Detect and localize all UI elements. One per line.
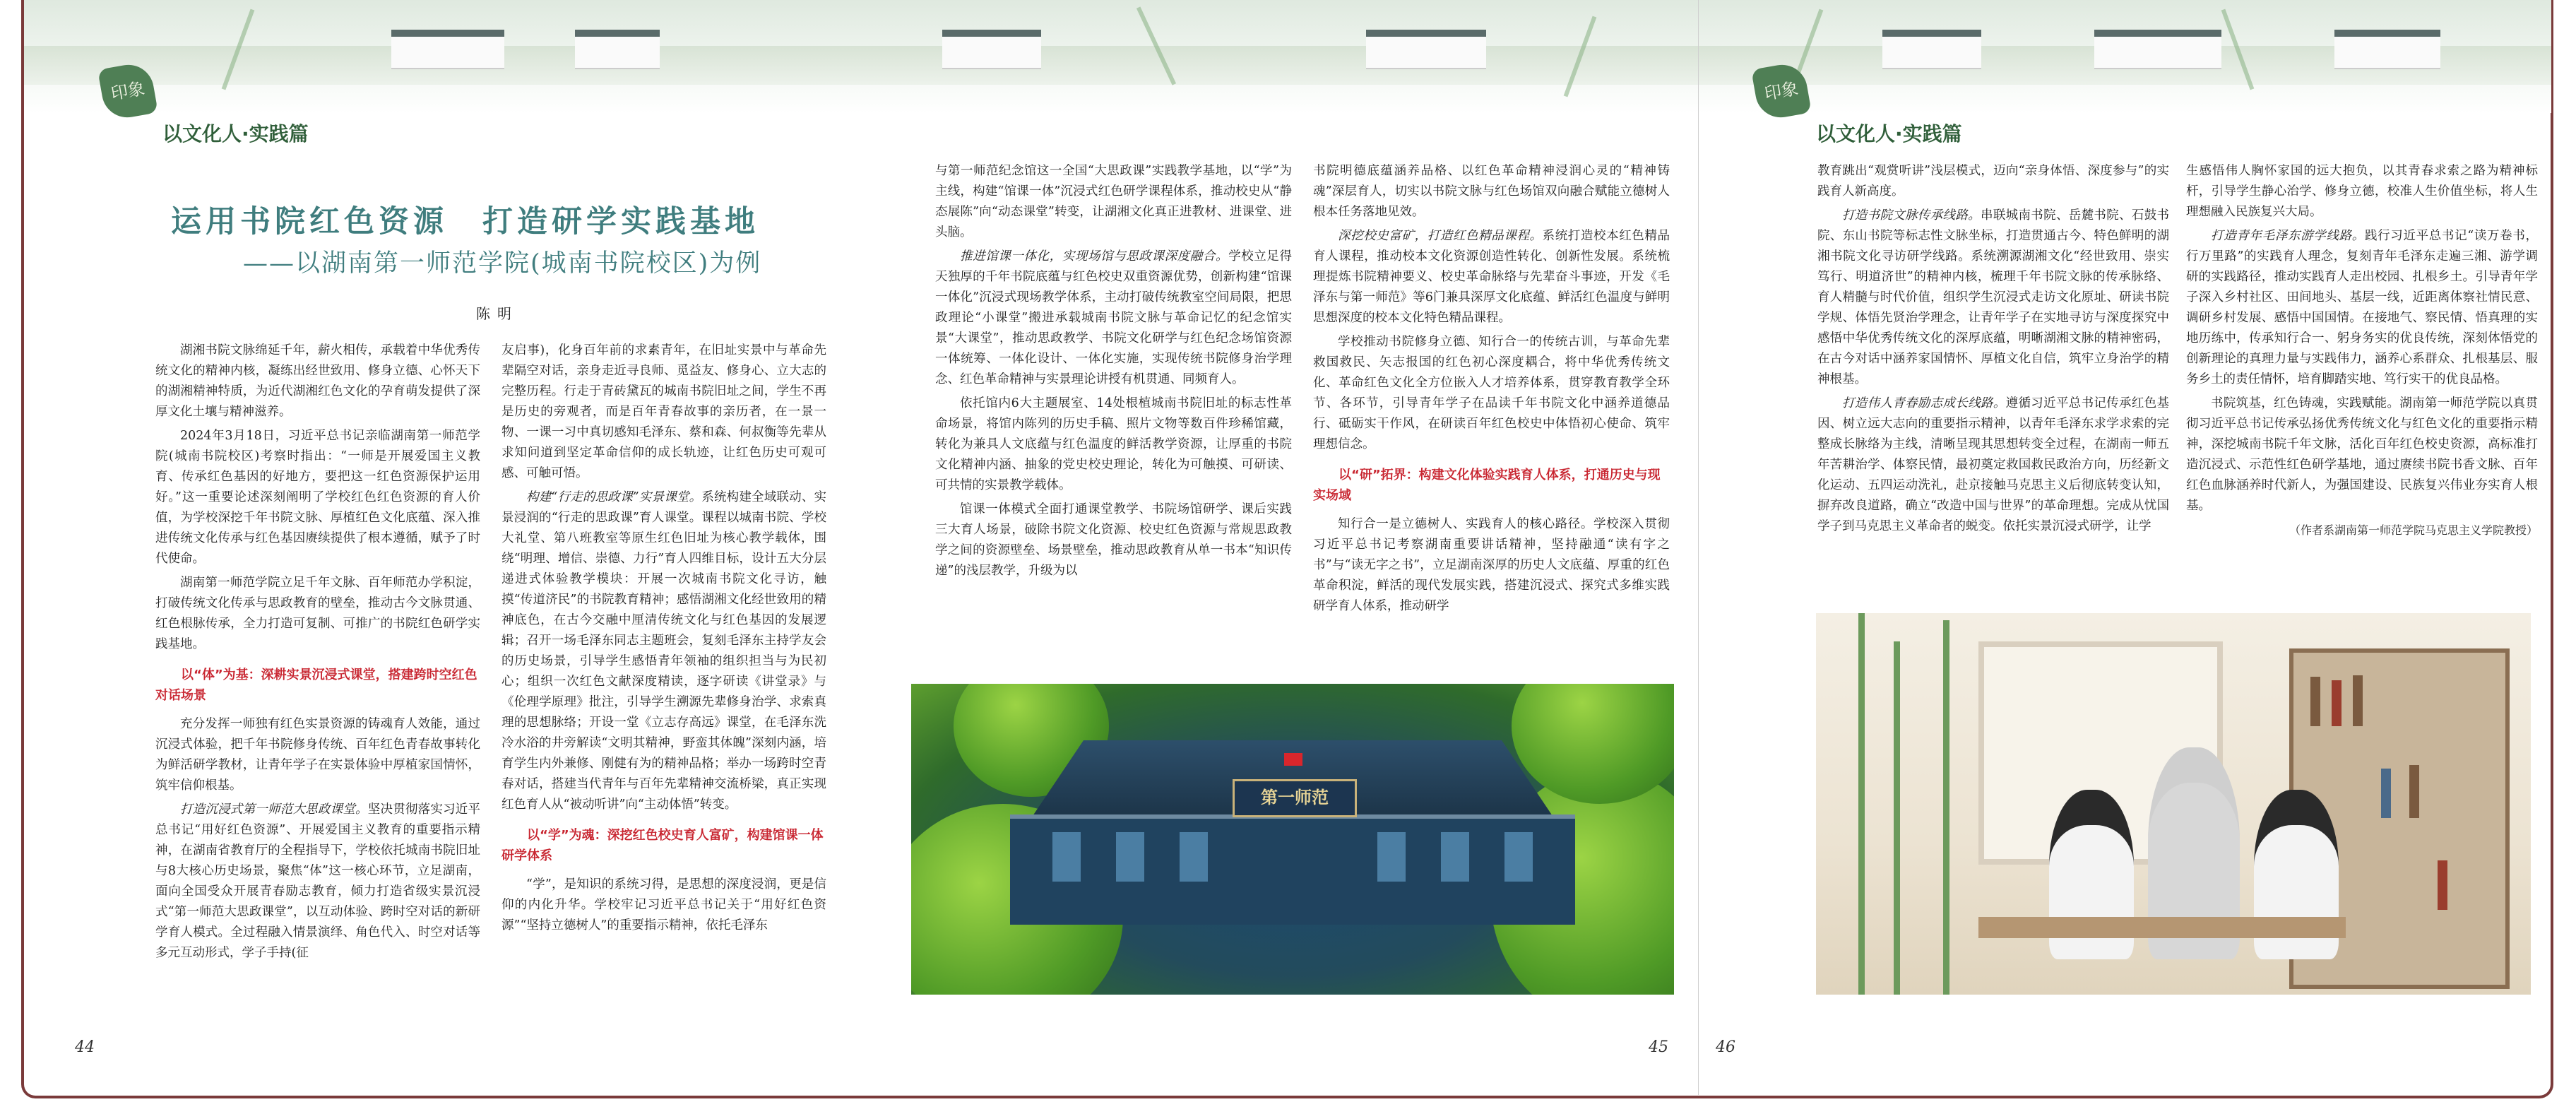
paragraph: 与第一师范纪念馆这一全国“大思政课”实践教学基地，以“学”为主线，构建“馆课一体”沉浸式红色研学课程体系，推动校史从“静态展陈”向“动态课堂”转变，让湖湘文化真正进教材、进课堂、进头脑。 [935, 164, 1292, 239]
paragraph-text: 遵循习近平总书记传承红色基因、树立远大志向的重要指示精神，以青年毛泽东求学求索的完整成长脉络为主线，清晰呈现其思想转变全过程，在湖南一师五年苦耕治学、体察民情，最初奠定救国救民政治方向，历经新文化运动、五四运动洗礼，赴京接触马克思主义后彻底转变认知，摒弃改良道路，确立“改造中国与世界”的革命理想。完成从忧国学子到马克思主义革命者的蜕变。依托实景沉浸式研学，让学 [1817, 396, 2170, 533]
lead-phrase: 打造伟人青春励志成长线路。 [1842, 396, 2006, 410]
column-label: 以文化人·实践篇 [162, 122, 309, 146]
text-column-3 [935, 161, 1292, 585]
section-heading: 以“研”拓界：构建文化体验实践育人体系，打通历史与现实场域 [1313, 468, 1661, 503]
column-emblem: 印象 [1751, 61, 1812, 122]
paragraph-text: 践行习近平总书记“读万卷书，行万里路”的实践育人理念，复刻青年毛泽东走遍三湘、游学调研的实践路径，推动实践育人走出校园、扎根乡土。引导青年学子深入乡村社区、田间地头、基层一线，近距离体察社情民意、调研乡村发展、感悟中国国情。在接地气、察民情、悟真理的实地历练中，传承知行合一、躬身务实的优良传统，深刻体悟党的创新理论的真理力量与实践伟力，涵养心系群众、扎根基层、服务乡土的责任情怀，培育脚踏实地、笃行实干的优良品格。 [2186, 229, 2539, 386]
paragraph-text: 串联城南书院、岳麓书院、石鼓书院、东山书院等标志性文脉坐标，打造贯通古今、特色鲜明的湖湘书院文化寻访研学线路。系统溯源湖湘文化“经世致用、崇实笃行、明道济世”的精神内核，梳理千年书院文脉的传承脉络、育人精髓与时代价值，组织学生沉浸式走访文化原址、研读书院学规、体悟先贤治学理念，让青年学子在实地寻访与深度探究中感悟中华优秀传统文化的深厚底蕴，明晰湖湘文脉的精神密码，在古今对话中涵养家国情怀、厚植文化自信，筑牢立身治学的精神根基。 [1817, 208, 2170, 386]
paragraph: 学校推动书院修身立德、知行合一的传统古训，与革命先辈救国救民、矢志报国的红色初心深度耦合，将中华优秀传统文化、革命红色文化全方位嵌入人才培养体系，贯穿教育教学全环节、各环节，引导青年学子在品读千年书院文化中涵养道德品行、砥砺实干作风，在研读百年红色校史中体悟初心使命、筑牢理想信念。 [1313, 335, 1670, 451]
page-number-middle: 45 [1649, 1038, 1668, 1056]
paragraph: 书院筑基，红色铸魂，实践赋能。湖南第一师范学院以真贯彻习近平总书记传承弘扬优秀传统文化与红色文化的重要指示精神，深挖城南书院千年文脉，活化百年红色校史资源，高标准打造沉浸式、示范性红色研学基地，通过赓续书院书香文脉、百年红色血脉涵养时代新人，为强国建设、民族复兴伟业夯实育人根基。 [2186, 396, 2538, 513]
column-emblem: 印象 [97, 61, 158, 122]
paragraph: 生感悟伟人胸怀家国的远大抱负，以其青春求索之路为精神标杆，引导学生静心治学、修身立德，校准人生价值坐标，将人生理想融入民族复兴大局。 [2186, 164, 2538, 219]
lead-phrase: 深挖校史富矿，打造红色精品课程。 [1338, 229, 1543, 243]
paragraph: 充分发挥一师独有红色实景资源的铸魂育人效能，通过沉浸式体验，把千年书院修身传统、百年红色青春故事转化为鲜活研学教材，让青年学子在实景体验中厚植家国情怀，筑牢信仰根基。 [155, 717, 480, 793]
lead-phrase: 打造书院文脉传承线路。 [1842, 208, 1981, 223]
article-author: 陈明 [476, 305, 518, 322]
paragraph: 友启事)，化身百年前的求素青年，在旧址实景中与革命先辈隔空对话，亲身走近寻良师、觅益友、修身心、立大志的完整历程。行走于青砖黛瓦的城南书院旧址之间，学生不再是历史的旁观者，而是百年青春故事的亲历者，在一景一物、一课一习中真切感知毛泽东、蔡和森、何叔衡等先辈从求知问道到坚定革命信仰的成长轨迹，让红色历史可观可感、可触可悟。 [501, 343, 826, 480]
paragraph: 书院明德底蕴涵养品格、以红色革命精神浸润心灵的“精神铸魂”深层育人，切实以书院文脉与红色场馆双向融合赋能立德树人根本任务落地见效。 [1313, 164, 1670, 219]
spread-pages-44-45 [24, 0, 1698, 1095]
lead-phrase: 打造青年毛泽东游学线路。 [2211, 229, 2365, 243]
paragraph: 馆课一体模式全面打通课堂教学、书院场馆研学、课后实践三大育人场景，破除书院文化资源、校史红色资源与常规思政教学之间的资源壁垒、场景壁垒，推动思政教育从单一书本“知识传递”的浅层教学，升级为以 [935, 502, 1292, 578]
text-column-6 [2186, 161, 2538, 544]
lead-phrase: 构建“行走的思政课”实景课堂。 [526, 490, 702, 504]
paragraph: 湖南第一师范学院立足千年文脉、百年师范办学积淀，打破传统文化传承与思政教育的壁垒，推动古今文脉贯通、红色根脉传承，全力打造可复制、可推广的书院红色研学实践基地。 [155, 576, 480, 651]
page-number-left: 44 [75, 1038, 95, 1056]
campus-building-photo [911, 684, 1674, 995]
paragraph: “学”，是知识的系统习得，是思想的深度浸润，更是信仰的内化升华。学校牢记习近平总书记关于“用好红色资源”“坚持立德树人”的重要指示精神，依托毛泽东 [501, 877, 826, 932]
paragraph-text: 坚决贯彻落实习近平总书记“用好红色资源”、开展爱国主义教育的重要指示精神，在湖南省教育厅的全程指导下，学校依托城南书院旧址与8大核心历史场景，聚焦“体”这一核心环节，立足湖南，面向全国受众开展青春励志教育，倾力打造省级实景沉浸式“第一师范大思政课堂”，以互动体验、跨时空对话的新研学育人模式。全过程融入情景演绎、角色代入、时空对话等多元互动形式，学子手持(征 [155, 802, 481, 960]
lead-phrase: 推进馆课一体化，实现场馆与思政课深度融合。 [960, 249, 1229, 263]
paragraph: 知行合一是立德树人、实践育人的核心路径。学校深入贯彻习近平总书记考察湖南重要讲话精神，坚持融通“读有字之书”与“读无字之书”，立足湖南深厚的历史人文底蕴、厚重的红色革命积淀，鲜活的现代发展实践，搭建沉浸式、探究式多维实践研学育人体系，推动研学 [1313, 517, 1670, 613]
banner-illustration [24, 0, 1698, 113]
paragraph-text: 学校立足得天独厚的千年书院底蕴与红色校史双重资源优势，创新构建“馆课一体化”沉浸式现场教学体系，主动打破传统教室空间局限，把思政理论“小课堂”搬进承载城南书院文脉与革命记忆的纪念馆实景“大课堂”，推动思政教学、书院文化研学与红色纪念场馆资源一体统筹、一体化设计、一体化实施，实现传统书院修身治学理念、红色革命精神与实景理论讲授有机贯通、同频育人。 [935, 249, 1293, 386]
building-sign: 第一师范 [1233, 779, 1357, 817]
flag-icon [1284, 753, 1302, 766]
banner-illustration [1699, 0, 2551, 113]
page-number-right: 46 [1716, 1038, 1735, 1056]
spread-page-46 [1698, 0, 2551, 1095]
paragraph-text: 系统打造校本红色精品育人课程，推动校本文化资源创造性转化、创新性发展。系统梳理提炼书院精神要义、校史革命脉络与先辈奋斗事迹，开发《毛泽东与第一师范》等6门兼具深厚文化底蕴、鲜活红色温度与鲜明思想深度的校本文化特色精品课程。 [1313, 229, 1670, 325]
paragraph: 湖湘书院文脉绵延千年，薪火相传，承载着中华优秀传统文化的精神内核，凝练出经世致用、修身立德、心怀天下的湖湘精神特质，为近代湖湘红色文化的孕育萌发提供了深厚文化土壤与精神滋养。 [155, 343, 480, 419]
column-label: 以文化人·实践篇 [1816, 122, 1962, 146]
article-title: 运用书院红色资源 打造研学实践基地 [171, 204, 759, 239]
lead-phrase: 打造沉浸式第一师范大思政课堂。 [180, 802, 368, 817]
paragraph: 教育跳出“观赏听讲”浅层模式，迈向“亲身体悟、深度参与”的实践育人新高度。 [1817, 164, 2169, 198]
author-note: （作者系湖南第一师范学院马克思主义学院教授） [2289, 523, 2538, 537]
children-reading-illustration [1816, 613, 2531, 995]
section-heading: 以“学”为魂：深挖红色校史育人富矿，构建馆课一体研学体系 [501, 828, 824, 863]
paragraph: 依托馆内6大主题展室、14处根植城南书院旧址的标志性革命场景，将馆内陈列的历史手稿、照片文物等数百件珍稀馆藏，转化为兼具人文底蕴与红色温度的鲜活教学资源，让厚重的书院文化精神内涵、抽象的党史校史理论，转化为可触摸、可研读、可共情的实景教学载体。 [935, 396, 1292, 492]
text-column-2 [501, 340, 826, 940]
text-column-1 [155, 340, 480, 967]
paragraph: 2024年3月18日，习近平总书记亲临湖南第一师范学院(城南书院校区)考察时指出：“一师是开展爱国主义教育、传承红色基因的好地方，要把这一红色资源保护运用好。”这一重要论述深刻阐明了学校红色红色资源的育人价值，为学校深挖千年书院文脉、厚植红色文化底蕴、深入推进传统文化传承与红色基因赓续提供了根本遵循，赋予了时代使命。 [155, 429, 480, 566]
section-heading: 以“体”为基：深耕实景沉浸式课堂，搭建跨时空红色对话场景 [155, 668, 477, 703]
text-column-5 [1817, 161, 2169, 540]
article-subtitle: ——以湖南第一师范学院(城南书院校区)为例 [243, 249, 762, 278]
paragraph-text: 系统构建全域联动、实景浸润的“行走的思政课”育人课堂。课程以城南书院、学校大礼堂、第八班教室等原生红色旧址为核心教学载体，围绕“明理、增信、崇德、力行”育人四维目标，设计五大分层递进式体验教学模块：开展一次城南书院文化寻访，触摸“传道济民”的书院教育精神；感悟湖湘文化经世致用的精神底色，在古今交融中厘清传统文化与红色基因的发展逻辑；召开一场毛泽东同志主题班会，复刻毛泽东主持学友会的历史场景，引导学生感悟青年领袖的组织担当与为民初心；组织一次红色文献深度精读，逐字研读《讲堂录》与《伦理学原理》批注，引导学生溯源先辈修身治学、求索真理的思想脉络；开设一堂《立志存高远》课堂，在毛泽东洗冷水浴的井旁解读“文明其精神，野蛮其体魄”深刻内涵，培育学生内外兼修、刚健有为的精神品格；举办一场跨时空青春对话，搭建当代青年与百年先辈精神交流桥梁，真正实现红色育人从“被动听讲”向“主动体悟”转变。 [501, 490, 826, 812]
text-column-4 [1313, 161, 1670, 620]
